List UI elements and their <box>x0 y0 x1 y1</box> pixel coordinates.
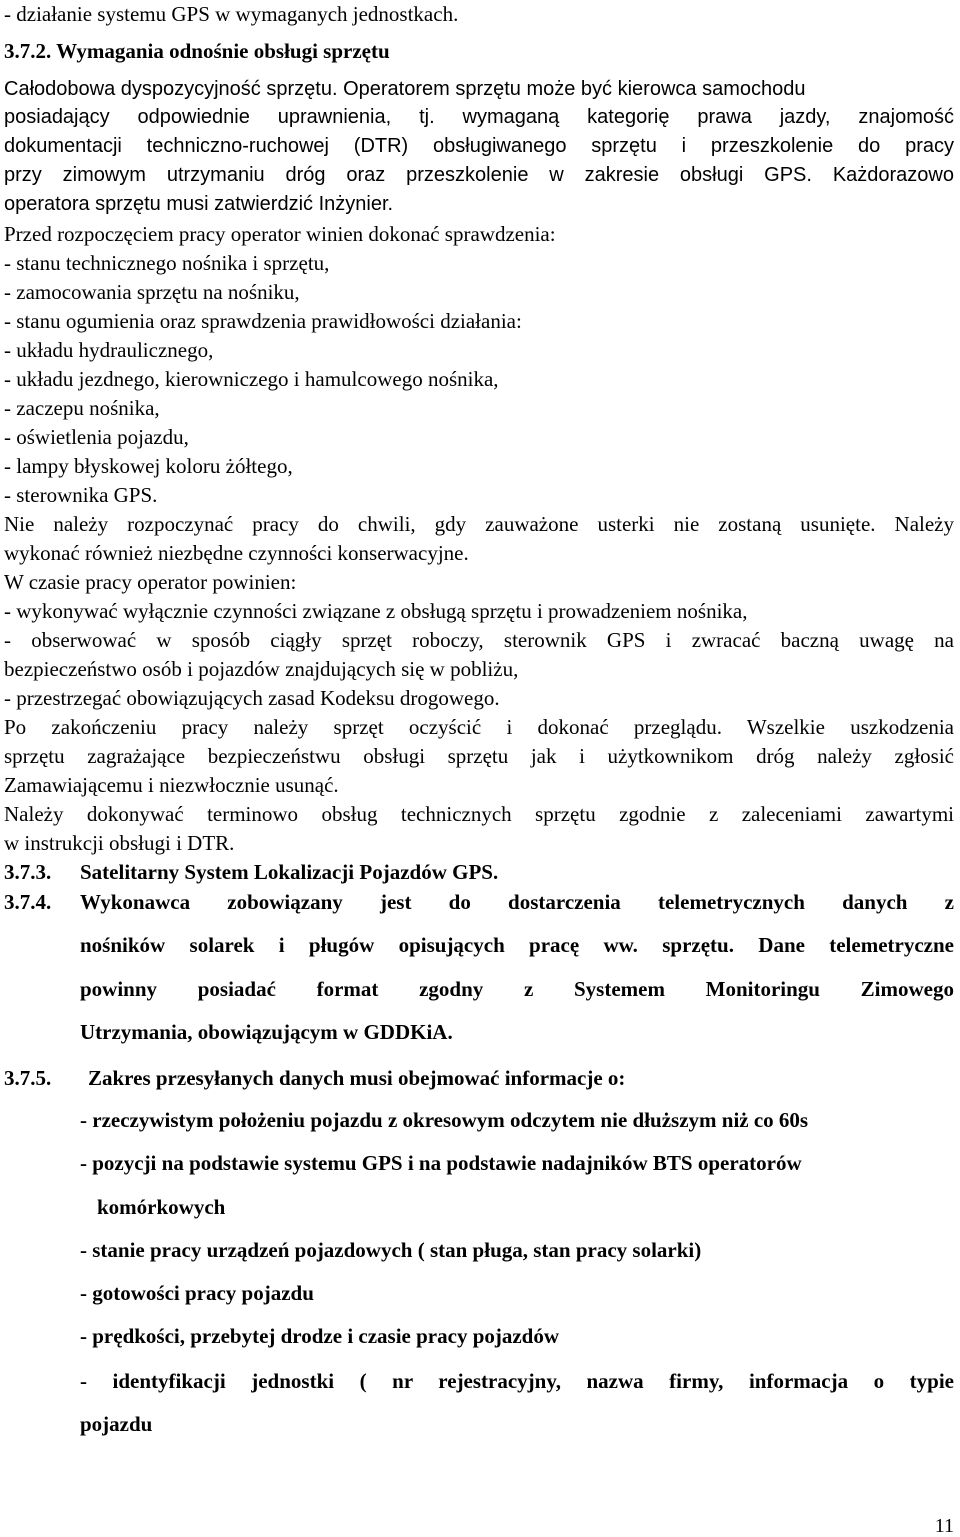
text-line: Przed rozpoczęciem pracy operator winien dokonać sprawdzenia: <box>4 222 556 246</box>
text-line: dokumentacji techniczno-ruchowej (DTR) obsługiwanego sprzętu i przeszkolenie do pracy <box>4 135 954 157</box>
text-line: Nie należy rozpoczynać pracy do chwili, gdy zauważone usterki nie zostaną usunięte. Należy <box>4 512 954 536</box>
text-line: Całodobowa dyspozycyjność sprzętu. Operatorem sprzętu może być kierowca samochodu <box>4 78 806 100</box>
text-line: W czasie pracy operator powinien: <box>4 570 297 594</box>
list-item: - pozycji na podstawie systemu GPS i na podstawie nadajników BTS operatorów <box>80 1151 802 1175</box>
text-line: wykonać również niezbędne czynności konserwacyjne. <box>4 541 469 565</box>
list-item: - stanie pracy urządzeń pojazdowych ( stan pługa, stan pracy solarki) <box>80 1238 702 1262</box>
list-item: - zaczepu nośnika, <box>4 396 160 420</box>
section-title: Zakres przesyłanych danych musi obejmować informacje o: <box>88 1066 626 1090</box>
text-line: w instrukcji obsługi i DTR. <box>4 831 235 855</box>
list-item: - oświetlenia pojazdu, <box>4 425 189 449</box>
list-item: - identyfikacji jednostki ( nr rejestracyjny, nazwa firmy, informacja o typie <box>80 1369 954 1393</box>
list-item-continuation: komórkowych <box>97 1195 226 1219</box>
page-number: 11 <box>934 1515 954 1537</box>
list-item: - stanu ogumienia oraz sprawdzenia prawidłowości działania: <box>4 309 522 333</box>
list-item: - lampy błyskowej koloru żółtego, <box>4 454 293 478</box>
list-item: - stanu technicznego nośnika i sprzętu, <box>4 251 330 275</box>
text-line: bezpieczeństwo osób i pojazdów znajdujących się w pobliżu, <box>4 657 519 681</box>
list-item-continuation: pojazdu <box>80 1412 153 1436</box>
text-line: Po zakończeniu pracy należy sprzęt oczyścić i dokonać przeglądu. Wszelkie uszkodzenia <box>4 715 954 739</box>
section-text-line: Utrzymania, obowiązującym w GDDKiA. <box>80 1020 453 1044</box>
text-line: Zamawiającemu i niezwłocznie usunąć. <box>4 773 339 797</box>
text-line: sprzętu zagrażające bezpieczeństwu obsługi sprzętu jak i użytkownikom dróg należy zgłosić <box>4 744 954 768</box>
text-line: operatora sprzętu musi zatwierdzić Inżynier. <box>4 193 394 215</box>
text-line: - działanie systemu GPS w wymaganych jednostkach. <box>4 2 459 26</box>
section-heading <box>4 41 390 62</box>
text-line: Należy dokonywać terminowo obsług technicznych sprzętu zgodnie z zaleceniami zawartymi <box>4 802 954 826</box>
list-item: - gotowości pracy pojazdu <box>80 1281 314 1305</box>
section-title: Wymagania odnośnie obsługi sprzętu <box>56 39 390 63</box>
text-line: przy zimowym utrzymaniu dróg oraz przeszkolenie w zakresie obsługi GPS. Każdorazowo <box>4 164 954 186</box>
list-item: - zamocowania sprzętu na nośniku, <box>4 280 300 304</box>
list-item: - układu hydraulicznego, <box>4 338 214 362</box>
section-heading <box>4 862 498 883</box>
section-heading <box>4 1068 625 1089</box>
list-item: - układu jezdnego, kierowniczego i hamulcowego nośnika, <box>4 367 499 391</box>
list-item: - sterownika GPS. <box>4 483 158 507</box>
section-number: 3.7.5. <box>4 1066 52 1090</box>
section-heading <box>4 892 954 913</box>
list-item: - obserwować w sposób ciągły sprzęt roboczy, sterownik GPS i zwracać baczną uwagę na <box>4 628 954 652</box>
list-item: - wykonywać wyłącznie czynności związane z obsługą sprzętu i prowadzeniem nośnika, <box>4 599 748 623</box>
list-item: - prędkości, przebytej drodze i czasie pracy pojazdów <box>80 1324 560 1348</box>
section-number: 3.7.3. <box>4 860 52 884</box>
list-item: - rzeczywistym położeniu pojazdu z okresowym odczytem nie dłuższym niż co 60s <box>80 1108 809 1132</box>
section-title: Satelitarny System Lokalizacji Pojazdów GPS. <box>80 860 499 884</box>
section-number: 3.7.2. <box>4 39 52 63</box>
list-item: - przestrzegać obowiązujących zasad Kodeksu drogowego. <box>4 686 500 710</box>
section-number: 3.7.4. <box>4 890 52 914</box>
section-text-line: Wykonawca zobowiązany jest do dostarczenia telemetrycznych danych z <box>80 890 954 914</box>
section-text-line: powinny posiadać format zgodny z Systemem Monitoringu Zimowego <box>80 977 954 1001</box>
section-text-line: nośników solarek i pługów opisujących pracę ww. sprzętu. Dane telemetryczne <box>80 933 954 957</box>
text-line: posiadający odpowiednie uprawnienia, tj. wymaganą kategorię prawa jazdy, znajomość <box>4 106 954 128</box>
